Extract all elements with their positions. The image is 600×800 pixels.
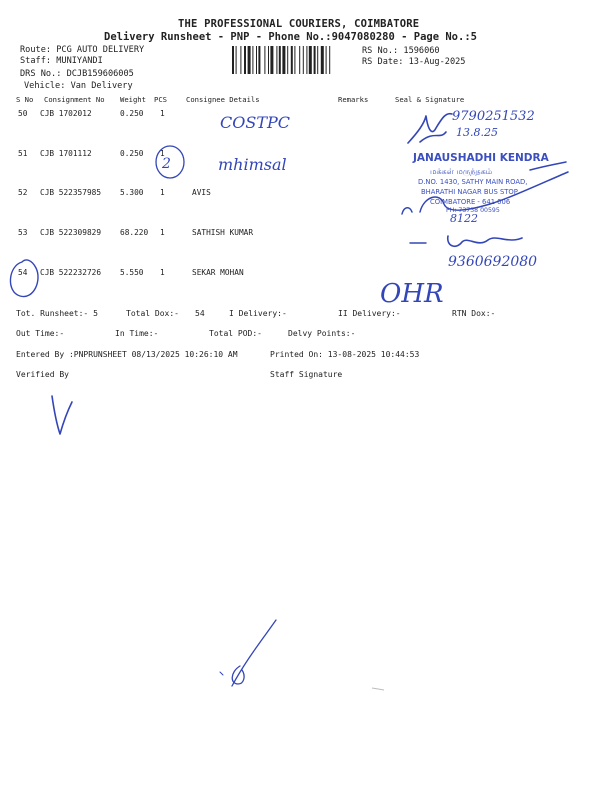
row-sno: 51 bbox=[18, 149, 28, 158]
in-time-label: In Time:- bbox=[115, 329, 159, 338]
stamp-line1: D.NO. 1430, SATHY MAIN ROAD, bbox=[418, 178, 528, 186]
handwritten-consignee-row50: COSTPC bbox=[220, 113, 290, 132]
company-title: THE PROFESSIONAL COURIERS, COIMBATORE bbox=[178, 18, 420, 30]
verified-by-label: Verified By bbox=[16, 370, 69, 379]
second-delivery-label: II Delivery:- bbox=[338, 309, 401, 318]
handwritten-phone-row50: 9790251532 bbox=[452, 109, 535, 124]
stamp-line2: BHARATHI NAGAR BUS STOP bbox=[421, 188, 518, 196]
runsheet-subtitle: Delivery Runsheet - PNP - Phone No.:9047080280 - Page No.:5 bbox=[104, 31, 477, 43]
row-sno: 54 bbox=[18, 268, 28, 277]
row-consignment: CJB 522309829 bbox=[40, 228, 102, 237]
row-consignment: CJB 522232726 bbox=[40, 268, 102, 277]
ink-dot-lower bbox=[220, 672, 223, 675]
handwritten-phone-stamp: 8122 bbox=[450, 212, 478, 225]
verified-signature bbox=[52, 396, 72, 434]
col-header-weight: Weight bbox=[120, 95, 146, 104]
staff-label: Staff: MUNIYANDI bbox=[20, 56, 103, 66]
pharmacy-stamp bbox=[412, 152, 550, 214]
row-sno: 50 bbox=[18, 109, 28, 118]
col-header-seal: Seal & Signature bbox=[395, 95, 465, 104]
out-time-label: Out Time:- bbox=[16, 329, 65, 338]
stamp-line4: PH: 73738 00595 bbox=[446, 207, 500, 214]
row-weight: 68.220 bbox=[120, 228, 149, 237]
row-consignee: SATHISH KUMAR bbox=[192, 228, 254, 237]
vehicle-label: Vehicle: Van Delivery bbox=[24, 81, 133, 91]
smudge-mark bbox=[372, 688, 384, 690]
handwritten-phone-row53: 9360692080 bbox=[448, 254, 538, 270]
rs-number: RS No.: 1596060 bbox=[362, 46, 440, 56]
total-dox-label: Total Dox:- bbox=[126, 309, 179, 318]
printed-on: Printed On: 13-08-2025 10:44:53 bbox=[270, 350, 420, 359]
staff-signature-label: Staff Signature bbox=[270, 370, 343, 379]
signature-row50 bbox=[408, 114, 452, 143]
stamp-line3: COIMBATORE - 641 006 bbox=[430, 198, 511, 206]
drs-number: DRS No.: DCJB159606005 bbox=[20, 69, 134, 79]
row-weight: 0.250 bbox=[120, 149, 144, 158]
col-header-consignee: Consignee Details bbox=[186, 95, 260, 104]
signature-row53 bbox=[448, 236, 522, 246]
handwritten-consignee-row51: mhimsal bbox=[218, 155, 287, 174]
row-pcs: 1 bbox=[160, 188, 165, 197]
stamp-name: JANAUSHADHI KENDRA bbox=[413, 152, 549, 164]
row-weight: 0.250 bbox=[120, 109, 144, 118]
route-label: Route: PCG AUTO DELIVERY bbox=[20, 45, 145, 55]
rs-date: RS Date: 13-Aug-2025 bbox=[362, 57, 466, 67]
row-consignee: SEKAR MOHAN bbox=[192, 268, 244, 277]
circle-mark-row54 bbox=[10, 260, 38, 297]
row-sno: 52 bbox=[18, 188, 28, 197]
col-header-pcs: PCS bbox=[154, 95, 167, 104]
handwritten-signature-row54: OHR bbox=[380, 279, 444, 309]
total-dox-count: 54 bbox=[195, 309, 205, 318]
row-weight: 5.300 bbox=[120, 188, 144, 197]
col-header-remarks: Remarks bbox=[338, 95, 369, 104]
col-header-sno: S No bbox=[16, 95, 34, 104]
entered-by: Entered By :PNPRUNSHEET 08/13/2025 10:26:10 AM bbox=[16, 350, 238, 359]
row-pcs: 1 bbox=[160, 268, 165, 277]
total-runsheet: Tot. Runsheet:- 5 bbox=[16, 309, 98, 318]
first-delivery-label: I Delivery:- bbox=[229, 309, 287, 318]
row-pcs: 1 bbox=[160, 109, 165, 118]
row-consignment: CJB 522357985 bbox=[40, 188, 102, 197]
handwritten-mark-row51: 2 bbox=[162, 156, 171, 172]
col-header-consignment: Consignment No bbox=[44, 95, 105, 104]
handwritten-date-row50: 13.8.25 bbox=[456, 126, 498, 139]
row-sno: 53 bbox=[18, 228, 28, 237]
delvy-points-label: Delvy Points:- bbox=[288, 329, 356, 338]
row-consignment: CJB 1702012 bbox=[40, 109, 92, 118]
row-consignee: AVIS bbox=[192, 188, 211, 197]
row-pcs: 1 bbox=[160, 228, 165, 237]
row-pcs: 1 bbox=[160, 149, 165, 158]
total-pod-label: Total POD:- bbox=[209, 329, 262, 338]
ink-stroke-lower bbox=[232, 620, 276, 686]
stamp-tamil: மக்கள் மருந்தகம் bbox=[430, 167, 493, 176]
rtn-dox-label: RTN Dox:- bbox=[452, 309, 496, 318]
row-weight: 5.550 bbox=[120, 268, 144, 277]
row-consignment: CJB 1701112 bbox=[40, 149, 92, 158]
